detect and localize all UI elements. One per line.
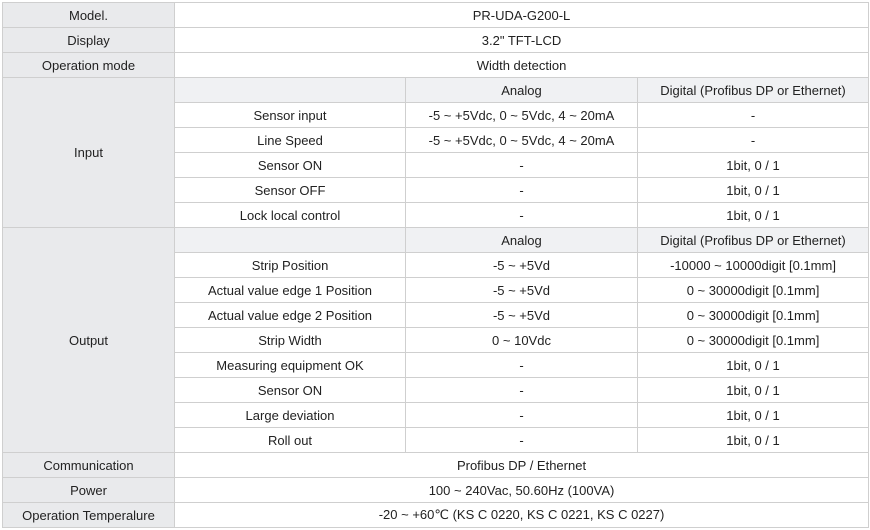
- row-value-model: PR-UDA-G200-L: [175, 3, 869, 28]
- input-col-digital: Digital (Profibus DP or Ethernet): [638, 78, 869, 103]
- input-col-analog: Analog: [406, 78, 638, 103]
- input-header-blank: [175, 78, 406, 103]
- output-row-analog: -5 ~ +5Vd: [406, 253, 638, 278]
- output-row-analog: 0 ~ 10Vdc: [406, 328, 638, 353]
- input-row-digital: -: [638, 128, 869, 153]
- output-row-analog: -: [406, 403, 638, 428]
- row-label-operation-mode: Operation mode: [3, 53, 175, 78]
- output-row-name: Roll out: [175, 428, 406, 453]
- input-row-name: Lock local control: [175, 203, 406, 228]
- output-row-analog: -: [406, 378, 638, 403]
- output-row-analog: -5 ~ +5Vd: [406, 303, 638, 328]
- input-row-digital: 1bit, 0 / 1: [638, 203, 869, 228]
- output-row-name: Large deviation: [175, 403, 406, 428]
- table-row: [3, 503, 869, 528]
- section-label-input: Input: [3, 78, 175, 228]
- row-value-power: 100 ~ 240Vac, 50.60Hz (100VA): [175, 478, 869, 503]
- input-row-analog: -5 ~ +5Vdc, 0 ~ 5Vdc, 4 ~ 20mA: [406, 128, 638, 153]
- table-row: [3, 453, 869, 478]
- input-row-name: Sensor ON: [175, 153, 406, 178]
- input-row-digital: -: [638, 103, 869, 128]
- input-row-digital: 1bit, 0 / 1: [638, 178, 869, 203]
- output-row-name: Actual value edge 1 Position: [175, 278, 406, 303]
- table-row: [3, 78, 869, 103]
- output-row-analog: -: [406, 353, 638, 378]
- row-label-communication: Communication: [3, 453, 175, 478]
- input-row-name: Line Speed: [175, 128, 406, 153]
- row-value-operation-temperature: -20 ~ +60℃ (KS C 0220, KS C 0221, KS C 0227): [175, 503, 869, 528]
- output-row-digital: 1bit, 0 / 1: [638, 378, 869, 403]
- input-row-name: Sensor OFF: [175, 178, 406, 203]
- input-row-analog: -5 ~ +5Vdc, 0 ~ 5Vdc, 4 ~ 20mA: [406, 103, 638, 128]
- output-col-digital: Digital (Profibus DP or Ethernet): [638, 228, 869, 253]
- row-value-operation-mode: Width detection: [175, 53, 869, 78]
- input-row-name: Sensor input: [175, 103, 406, 128]
- output-row-digital: 1bit, 0 / 1: [638, 353, 869, 378]
- input-row-analog: -: [406, 178, 638, 203]
- output-row-analog: -: [406, 428, 638, 453]
- output-row-digital: 0 ~ 30000digit [0.1mm]: [638, 278, 869, 303]
- output-row-name: Strip Width: [175, 328, 406, 353]
- row-value-display: 3.2" TFT-LCD: [175, 28, 869, 53]
- table-row: [3, 3, 869, 28]
- row-value-communication: Profibus DP / Ethernet: [175, 453, 869, 478]
- output-row-name: Actual value edge 2 Position: [175, 303, 406, 328]
- table-row: [3, 28, 869, 53]
- table-row: [3, 228, 869, 253]
- row-label-operation-temperature: Operation Temperalure: [3, 503, 175, 528]
- input-row-digital: 1bit, 0 / 1: [638, 153, 869, 178]
- table-row: [3, 53, 869, 78]
- output-header-blank: [175, 228, 406, 253]
- output-row-digital: 1bit, 0 / 1: [638, 428, 869, 453]
- table-row: [3, 478, 869, 503]
- output-row-digital: 0 ~ 30000digit [0.1mm]: [638, 328, 869, 353]
- row-label-model: Model.: [3, 3, 175, 28]
- output-row-name: Sensor ON: [175, 378, 406, 403]
- row-label-power: Power: [3, 478, 175, 503]
- input-row-analog: -: [406, 203, 638, 228]
- output-row-digital: 1bit, 0 / 1: [638, 403, 869, 428]
- output-row-name: Strip Position: [175, 253, 406, 278]
- row-label-display: Display: [3, 28, 175, 53]
- output-row-name: Measuring equipment OK: [175, 353, 406, 378]
- section-label-output: Output: [3, 228, 175, 453]
- output-row-digital: 0 ~ 30000digit [0.1mm]: [638, 303, 869, 328]
- input-row-analog: -: [406, 153, 638, 178]
- output-col-analog: Analog: [406, 228, 638, 253]
- spec-table: [2, 2, 869, 528]
- output-row-digital: -10000 ~ 10000digit [0.1mm]: [638, 253, 869, 278]
- output-row-analog: -5 ~ +5Vd: [406, 278, 638, 303]
